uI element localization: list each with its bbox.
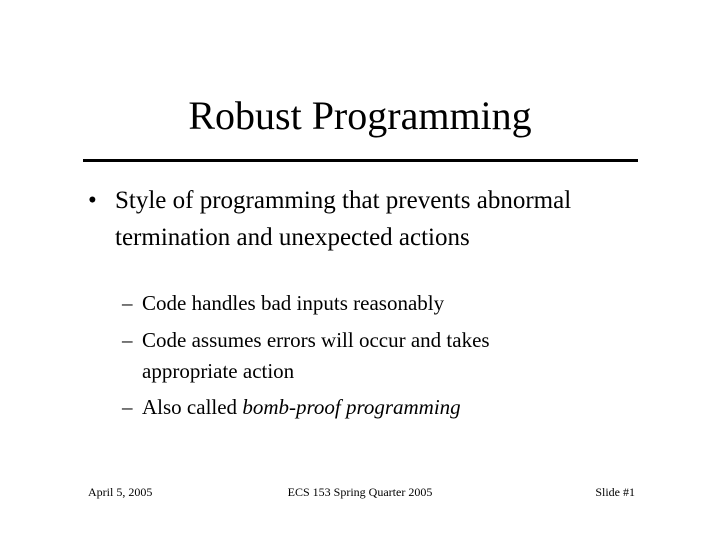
footer-course: ECS 153 Spring Quarter 2005 [287, 485, 433, 499]
sub-bullet-text: Code assumes errors will occur and takes appropriate action [142, 328, 490, 383]
sub-bullet-marker: – [122, 395, 133, 419]
sub-bullet-marker: – [122, 328, 133, 352]
sub-bullet-text [142, 392, 582, 423]
sub-bullet-text-plain: Also called [142, 395, 243, 419]
sub-bullet-text-italic: bomb-proof programming [242, 395, 461, 419]
sub-bullet-text: Code handles bad inputs reasonably [142, 291, 445, 315]
footer-slide-number: Slide #1 [595, 485, 635, 499]
footer-date: April 5, 2005 [88, 485, 153, 499]
bullet-text: Style of programming that prevents abnormal termination and unexpected actions [115, 187, 572, 251]
sub-bullet-marker: – [122, 291, 133, 315]
slide-title: Robust Programming [188, 93, 532, 138]
bullet-marker: • [88, 187, 97, 214]
